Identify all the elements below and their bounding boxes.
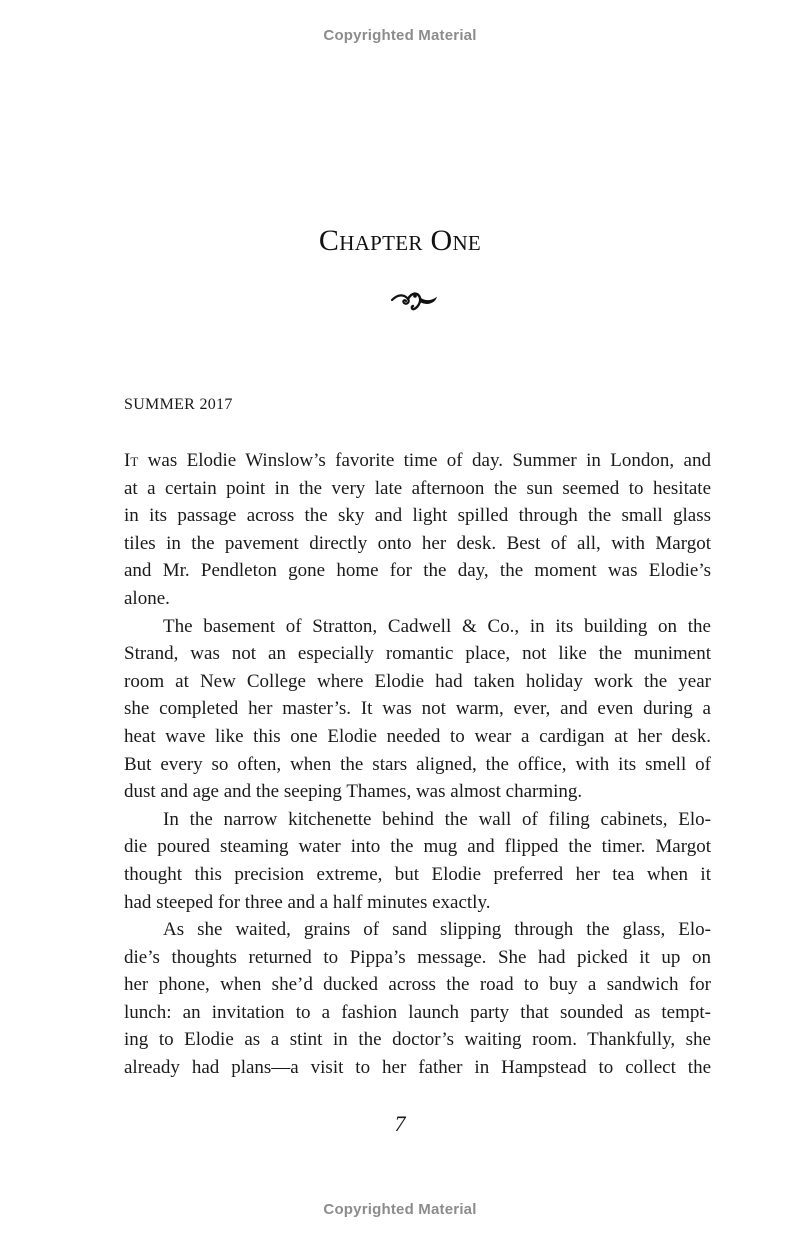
text-line: her phone, when she’d ducked across the road to buy a sandwich for: [124, 974, 711, 996]
text-line: had steeped for three and a half minutes exactly.: [124, 891, 491, 913]
copyright-watermark-bottom: Copyrighted Material: [323, 1201, 477, 1218]
text-line: lunch: an invitation to a fashion launch party that sounded as tempt-: [124, 1001, 711, 1023]
text-line: Strand, was not an especially romantic place, not like the muniment: [124, 643, 711, 665]
text-line: But every so often, when the stars aligned, the office, with its smell of: [124, 753, 711, 775]
text-line: heat wave like this one Elodie needed to wear a cardigan at her desk.: [124, 725, 711, 747]
text-line: thought this precision extreme, but Elodie preferred her tea when it: [124, 863, 711, 885]
paragraph-1: [124, 447, 711, 613]
body-text: [124, 447, 711, 1082]
dropcap-word: It: [124, 450, 139, 471]
page-number: 7: [394, 1111, 406, 1136]
text-line: alone.: [124, 587, 170, 609]
text-line: ing to Elodie as a stint in the doctor’s waiting room. Thankfully, she: [124, 1029, 711, 1051]
text-line: As she waited, grains of sand slipping through the glass, Elo-: [163, 919, 711, 941]
text-line: [124, 447, 711, 475]
fleuron-ornament-icon: [390, 288, 440, 312]
text-line: die’s thoughts returned to Pippa’s message. She had picked it up on: [124, 946, 711, 968]
text-line: The basement of Stratton, Cadwell & Co., in its building on the: [163, 615, 711, 637]
text-line: already had plans—a visit to her father in Hampstead to collect the: [124, 1057, 711, 1079]
copyright-watermark-top: Copyrighted Material: [323, 27, 477, 44]
chapter-title: Chapter One: [318, 224, 482, 257]
section-label: SUMMER 2017: [124, 396, 233, 413]
text-line: die poured steaming water into the mug and flipped the timer. Margot: [124, 836, 711, 858]
paragraph-3: [124, 806, 711, 916]
text-line: and Mr. Pendleton gone home for the day, the moment was Elodie’s: [124, 560, 711, 582]
paragraph-2: [124, 613, 711, 806]
text-line: room at New College where Elodie had taken holiday work the year: [124, 670, 711, 692]
text-line: tiles in the pavement directly onto her desk. Best of all, with Margot: [124, 532, 711, 554]
paragraph-4: [124, 916, 711, 1082]
text-line: dust and age and the seeping Thames, was almost charming.: [124, 781, 583, 803]
text-line: in its passage across the sky and light spilled through the small glass: [124, 505, 711, 527]
text-line: at a certain point in the very late afternoon the sun seemed to hesitate: [124, 477, 711, 499]
text-line: she completed her master’s. It was not warm, ever, and even during a: [124, 698, 711, 720]
text-line: In the narrow kitchenette behind the wall of filing cabinets, Elo-: [163, 808, 711, 830]
text-line-segment: was Elodie Winslow’s favorite time of day. Summer in London, and: [138, 450, 711, 471]
